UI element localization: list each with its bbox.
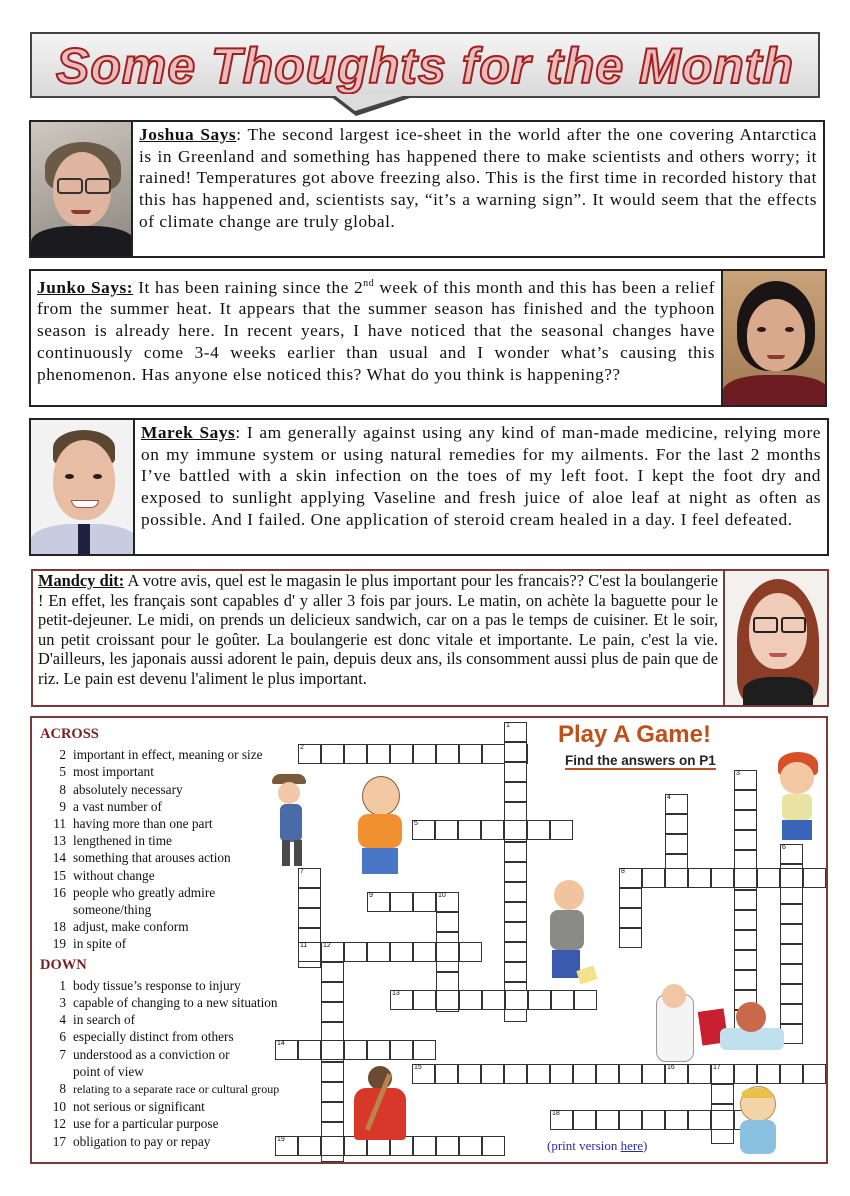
across-clue bbox=[40, 781, 279, 798]
crossword-cell[interactable] bbox=[734, 910, 757, 930]
clue-number: 15 bbox=[52, 867, 66, 883]
clue-text: body tissue’s response to injury bbox=[73, 977, 241, 993]
clue-text: especially distinct from others bbox=[73, 1029, 234, 1045]
crossword-cell[interactable] bbox=[665, 834, 688, 854]
crossword-cell[interactable] bbox=[298, 1040, 321, 1060]
clue-number: 19 bbox=[52, 936, 66, 952]
crossword-cell[interactable] bbox=[734, 830, 757, 850]
cartoon-scared-man bbox=[350, 776, 412, 880]
marek-text: Marek Says: I am generally against using any kind of man-made medicine, relying more on my immune system or using natural remedies for my ailments. For the last 2 months I’ve battled with a skin infection on the toes of my left foot. I kept the foot dry and exposed to sunlight applying Vaseline and fresh juice of aloe leaf at night as often as possible. And I failed. One application of steroid cream healed in a day. I feel defeated. bbox=[141, 423, 821, 529]
clue-text: a vast number of bbox=[73, 798, 162, 814]
crossword-cell[interactable] bbox=[367, 892, 390, 912]
marek-author: Marek Says bbox=[141, 423, 236, 442]
crossword-cell[interactable] bbox=[711, 868, 734, 888]
down-clue bbox=[40, 994, 279, 1011]
crossword-cell[interactable] bbox=[298, 888, 321, 908]
crossword-cell[interactable] bbox=[504, 742, 527, 762]
crossword-cell[interactable] bbox=[734, 1064, 757, 1084]
crossword-cell[interactable] bbox=[780, 868, 803, 888]
clue-number: 16 bbox=[52, 884, 66, 900]
crossword-cell[interactable] bbox=[298, 908, 321, 928]
crossword-cell[interactable] bbox=[505, 990, 528, 1010]
crossword-cell[interactable] bbox=[550, 1110, 573, 1130]
title-banner bbox=[30, 32, 820, 98]
cell-number: 16 bbox=[667, 1064, 675, 1071]
joshua-photo bbox=[29, 120, 133, 258]
crossword-cell[interactable] bbox=[504, 802, 527, 822]
clue-number: 14 bbox=[52, 850, 66, 866]
clue-text: lengthened in time bbox=[73, 833, 172, 849]
crossword-cell[interactable] bbox=[436, 912, 459, 932]
crossword-cell[interactable] bbox=[321, 962, 344, 982]
crossword-cell[interactable] bbox=[619, 888, 642, 908]
clue-number: 10 bbox=[52, 1099, 66, 1115]
clue-number: 7 bbox=[59, 1046, 66, 1062]
crossword-cell[interactable] bbox=[367, 1040, 390, 1060]
clue-number: 18 bbox=[52, 919, 66, 935]
crossword-cell[interactable] bbox=[780, 1064, 803, 1084]
across-clue bbox=[40, 815, 279, 832]
crossword-cell[interactable] bbox=[642, 1064, 665, 1084]
cell-number: 11 bbox=[300, 942, 308, 949]
across-clue bbox=[40, 867, 279, 884]
crossword-cell[interactable] bbox=[688, 868, 711, 888]
clue-text: someone/thing bbox=[73, 902, 152, 918]
marek-photo bbox=[29, 418, 135, 556]
crossword-cell[interactable] bbox=[504, 882, 527, 902]
crossword-cell[interactable] bbox=[390, 942, 413, 962]
cartoon-boy-top-right bbox=[772, 752, 824, 844]
crossword-cell[interactable] bbox=[390, 990, 413, 1010]
cell-number: 13 bbox=[392, 990, 400, 997]
crossword-cell[interactable] bbox=[550, 1064, 573, 1084]
crossword-cell[interactable] bbox=[458, 1064, 481, 1084]
cell-number: 6 bbox=[782, 844, 786, 851]
crossword-cell[interactable] bbox=[413, 990, 436, 1010]
crossword-cell[interactable] bbox=[459, 1136, 482, 1156]
crossword-cell[interactable] bbox=[436, 972, 459, 992]
crossword-cell[interactable] bbox=[504, 842, 527, 862]
across-clue bbox=[40, 884, 279, 901]
crossword-cell[interactable] bbox=[436, 744, 459, 764]
crossword-cell[interactable] bbox=[619, 868, 642, 888]
crossword-cell[interactable] bbox=[298, 1136, 321, 1156]
crossword-cell[interactable] bbox=[665, 1110, 688, 1130]
cartoon-worried-boy bbox=[736, 1086, 780, 1158]
clue-text: without change bbox=[73, 867, 155, 883]
crossword-cell[interactable] bbox=[734, 930, 757, 950]
across-clue bbox=[40, 746, 279, 763]
cell-number: 7 bbox=[300, 868, 304, 875]
crossword-cell[interactable] bbox=[596, 1110, 619, 1130]
junko-text: Junko Says: It has been raining since the 2nd week of this month and this has been a relief from the summer heat. It appears that the summer season has finished and the typhoon season is already here. In recent years, I have noticed that the seasonal changes have continuously come 3-4 weeks earlier than usual and I wonder what’s causing this phenomenon. Has anyone else noticed this? What do you think is happening?? bbox=[37, 277, 716, 384]
clue-text: adjust, make conform bbox=[73, 919, 189, 935]
clue-number: 2 bbox=[59, 747, 66, 763]
crossword-cell[interactable] bbox=[734, 770, 757, 790]
crossword-cell[interactable] bbox=[619, 928, 642, 948]
crossword-cell[interactable] bbox=[412, 1064, 435, 1084]
clue-text: not serious or significant bbox=[73, 1099, 205, 1115]
crossword-cell[interactable] bbox=[436, 1136, 459, 1156]
crossword-cell[interactable] bbox=[596, 1064, 619, 1084]
crossword-cell[interactable] bbox=[734, 850, 757, 870]
crossword-cell[interactable] bbox=[344, 1040, 367, 1060]
crossword-cell[interactable] bbox=[321, 1022, 344, 1042]
crossword-cell[interactable] bbox=[481, 1064, 504, 1084]
junko-author: Junko Says: bbox=[37, 277, 134, 297]
crossword-cell[interactable] bbox=[504, 862, 527, 882]
across-heading: ACROSS bbox=[40, 726, 99, 742]
clue-number: 3 bbox=[59, 995, 66, 1011]
clue-text: in search of bbox=[73, 1012, 136, 1028]
print-version-link[interactable]: here bbox=[620, 1138, 644, 1153]
crossword-cell[interactable] bbox=[482, 744, 505, 764]
down-clue bbox=[40, 1098, 279, 1115]
clue-text: people who greatly admire bbox=[73, 884, 216, 900]
crossword-cell[interactable] bbox=[367, 942, 390, 962]
across-clue bbox=[40, 763, 279, 780]
crossword-cell[interactable] bbox=[298, 868, 321, 888]
clue-text: relating to a separate race or cultural group bbox=[73, 1082, 280, 1097]
crossword-cell[interactable] bbox=[321, 1062, 344, 1082]
down-clue bbox=[40, 1046, 279, 1063]
crossword-cell[interactable] bbox=[734, 950, 757, 970]
print-version-note: (print version here) bbox=[547, 1138, 648, 1153]
clue-text: capable of changing to a new situation bbox=[73, 995, 278, 1011]
crossword-cell[interactable] bbox=[780, 924, 803, 944]
crossword-cell[interactable] bbox=[412, 820, 435, 840]
across-clue bbox=[40, 832, 279, 849]
down-clue bbox=[40, 1080, 279, 1098]
clue-text: use for a particular purpose bbox=[73, 1116, 219, 1132]
crossword-cell[interactable] bbox=[298, 942, 321, 962]
crossword-cell[interactable] bbox=[780, 944, 803, 964]
crossword-cell[interactable] bbox=[711, 1084, 734, 1104]
clue-text: important in effect, meaning or size bbox=[73, 747, 263, 763]
clues-column bbox=[40, 726, 279, 1150]
clue-number: 8 bbox=[59, 1081, 66, 1097]
clue-text: point of view bbox=[73, 1063, 144, 1079]
crossword-cell[interactable] bbox=[734, 790, 757, 810]
crossword-cell[interactable] bbox=[711, 1064, 734, 1084]
crossword-cell[interactable] bbox=[711, 1110, 734, 1130]
crossword-cell[interactable] bbox=[665, 794, 688, 814]
crossword-cell[interactable] bbox=[482, 990, 505, 1010]
crossword-cell[interactable] bbox=[413, 1136, 436, 1156]
crossword-cell[interactable] bbox=[482, 1136, 505, 1156]
crossword-cell[interactable] bbox=[459, 744, 482, 764]
clue-number: 5 bbox=[59, 764, 66, 780]
crossword-cell[interactable] bbox=[573, 1110, 596, 1130]
cell-number: 10 bbox=[438, 892, 446, 899]
crossword-cell[interactable] bbox=[780, 844, 803, 864]
crossword-cell[interactable] bbox=[504, 820, 527, 840]
crossword-cell[interactable] bbox=[459, 942, 482, 962]
crossword-cell[interactable] bbox=[481, 820, 504, 840]
crossword-cell[interactable] bbox=[413, 942, 436, 962]
cell-number: 18 bbox=[552, 1110, 560, 1117]
crossword-cell[interactable] bbox=[321, 982, 344, 1002]
crossword-cell[interactable] bbox=[344, 942, 367, 962]
crossword-cell[interactable] bbox=[436, 892, 459, 912]
cell-number: 12 bbox=[323, 942, 331, 949]
junko-photo bbox=[721, 269, 827, 407]
crossword-cell[interactable] bbox=[642, 1110, 665, 1130]
cell-number: 14 bbox=[277, 1040, 285, 1047]
cell-number: 4 bbox=[667, 794, 671, 801]
clue-text: having more than one part bbox=[73, 816, 213, 832]
crossword-cell[interactable] bbox=[665, 868, 688, 888]
clue-text: understood as a conviction or bbox=[73, 1046, 230, 1062]
down-clue bbox=[40, 1063, 279, 1080]
crossword-cell[interactable] bbox=[527, 1064, 550, 1084]
across-clue bbox=[40, 849, 279, 866]
clue-number: 17 bbox=[52, 1133, 66, 1149]
crossword-cell[interactable] bbox=[550, 820, 573, 840]
crossword-cell[interactable] bbox=[619, 908, 642, 928]
mandcy-text: Mandcy dit: A votre avis, quel est le magasin le plus important pour les francais?? C'est la boulangerie ! En effet, les français sont capables d' y aller 3 fois par jours. Le matin, on achète la baguette pour le petit-dejeuner. Le midi, on prends un delicieux sandwich, car on a pas le temps de cuisiner. Et le soir, un petit croissant pour le goûter. La boulangerie est donc vitale et importante. Le pain, c'est la vie. D'ailleurs, les japonais aussi adorent le pain, depuis deux ans, ils consomment aussi plus de pain que de riz. Le pain est devenu l'aliment le plus important. bbox=[38, 571, 718, 688]
crossword-cell[interactable] bbox=[619, 1110, 642, 1130]
crossword-cell[interactable] bbox=[321, 1136, 344, 1156]
crossword-cell[interactable] bbox=[551, 990, 574, 1010]
across-clue bbox=[40, 901, 279, 918]
crossword-cell[interactable] bbox=[803, 868, 826, 888]
crossword-cell[interactable] bbox=[527, 820, 550, 840]
cell-number: 9 bbox=[369, 892, 373, 899]
crossword-cell[interactable] bbox=[803, 1064, 826, 1084]
down-clue bbox=[40, 1115, 279, 1132]
crossword-cell[interactable] bbox=[757, 1064, 780, 1084]
clue-number: 4 bbox=[59, 1012, 66, 1028]
mandcy-author: Mandcy dit: bbox=[38, 571, 125, 590]
crossword-cell[interactable] bbox=[344, 744, 367, 764]
cartoon-angry-student bbox=[540, 880, 602, 984]
crossword-cell[interactable] bbox=[459, 990, 482, 1010]
clue-text: absolutely necessary bbox=[73, 781, 183, 797]
crossword-cell[interactable] bbox=[504, 962, 527, 982]
crossword-cell[interactable] bbox=[780, 964, 803, 984]
across-clues bbox=[40, 746, 279, 952]
crossword-cell[interactable] bbox=[458, 820, 481, 840]
game-subtitle: Find the answers on P1 bbox=[565, 753, 716, 768]
crossword-cell[interactable] bbox=[665, 814, 688, 834]
cell-number: 1 bbox=[506, 722, 510, 729]
crossword-cell[interactable] bbox=[504, 922, 527, 942]
cell-number: 3 bbox=[736, 770, 740, 777]
crossword-cell[interactable] bbox=[504, 782, 527, 802]
crossword-cell[interactable] bbox=[504, 902, 527, 922]
crossword-cell[interactable] bbox=[275, 1040, 298, 1060]
crossword-cell[interactable] bbox=[321, 1102, 344, 1122]
crossword-cell[interactable] bbox=[298, 744, 321, 764]
clue-text: most important bbox=[73, 764, 154, 780]
crossword-cell[interactable] bbox=[504, 1064, 527, 1084]
cartoon-boy-with-stick bbox=[348, 1066, 412, 1142]
clue-number: 8 bbox=[59, 781, 66, 797]
down-clue bbox=[40, 1011, 279, 1028]
clue-number: 13 bbox=[52, 833, 66, 849]
crossword-cell[interactable] bbox=[275, 1136, 298, 1156]
crossword-cell[interactable] bbox=[688, 1110, 711, 1130]
crossword-cell[interactable] bbox=[413, 892, 436, 912]
crossword-cell[interactable] bbox=[528, 990, 551, 1010]
crossword-cell[interactable] bbox=[642, 868, 665, 888]
clue-text: obligation to pay or repay bbox=[73, 1133, 211, 1149]
crossword-cell[interactable] bbox=[390, 744, 413, 764]
crossword-cell[interactable] bbox=[321, 942, 344, 962]
crossword-cell[interactable] bbox=[390, 1040, 413, 1060]
clue-number: 12 bbox=[52, 1116, 66, 1132]
crossword-cell[interactable] bbox=[780, 904, 803, 924]
crossword-cell[interactable] bbox=[688, 1064, 711, 1084]
crossword-cell[interactable] bbox=[435, 1064, 458, 1084]
crossword-cell[interactable] bbox=[413, 1040, 436, 1060]
joshua-author: Joshua Says bbox=[139, 125, 237, 144]
crossword-cell[interactable] bbox=[734, 890, 757, 910]
crossword-cell[interactable] bbox=[665, 1064, 688, 1084]
clue-text: something that arouses action bbox=[73, 850, 231, 866]
clue-number: 1 bbox=[59, 977, 66, 993]
crossword-cell[interactable] bbox=[413, 744, 436, 764]
crossword-cell[interactable] bbox=[573, 1064, 596, 1084]
crossword-cell[interactable] bbox=[734, 868, 757, 888]
cartoon-doctor-scene bbox=[656, 984, 786, 1066]
across-clue bbox=[40, 918, 279, 935]
crossword-cell[interactable] bbox=[321, 1040, 344, 1060]
down-clue bbox=[40, 977, 279, 994]
game-title: Play A Game! bbox=[558, 721, 711, 748]
clue-text: in spite of bbox=[73, 936, 127, 952]
clue-number: 6 bbox=[59, 1029, 66, 1045]
across-clue bbox=[40, 935, 279, 952]
cell-number: 19 bbox=[277, 1136, 285, 1143]
down-clue bbox=[40, 1028, 279, 1045]
down-heading: DOWN bbox=[40, 956, 87, 973]
cell-number: 5 bbox=[414, 820, 418, 827]
down-clue bbox=[40, 1133, 279, 1150]
crossword-cell[interactable] bbox=[619, 1064, 642, 1084]
crossword-cell[interactable] bbox=[504, 722, 527, 742]
crossword-cell[interactable] bbox=[435, 820, 458, 840]
joshua-text: Joshua Says: The second largest ice-sheet in the world after the one covering Antarctica is in Greenland and something has happened there to make scientists and others worry; it rained! Temperatures got above freezing also. This is the first time in recorded history that this has happened and, scientists say, “it’s a warning sign”. It would seem that the effects of climate change are truly global. bbox=[139, 125, 817, 231]
mandcy-photo bbox=[723, 569, 829, 707]
across-clue bbox=[40, 798, 279, 815]
clue-number: 9 bbox=[59, 798, 66, 814]
cell-number: 17 bbox=[713, 1064, 721, 1071]
crossword-cell[interactable] bbox=[321, 744, 344, 764]
crossword-cell[interactable] bbox=[504, 762, 527, 782]
page-title: Some Thoughts for the Month bbox=[55, 38, 794, 94]
crossword-cell[interactable] bbox=[436, 942, 459, 962]
cell-number: 2 bbox=[300, 744, 304, 751]
crossword-cell[interactable] bbox=[574, 990, 597, 1010]
crossword-cell[interactable] bbox=[504, 942, 527, 962]
crossword-cell[interactable] bbox=[321, 1082, 344, 1102]
crossword-cell[interactable] bbox=[367, 744, 390, 764]
clue-number: 11 bbox=[53, 816, 66, 832]
crossword-cell[interactable] bbox=[734, 810, 757, 830]
crossword-cell[interactable] bbox=[390, 892, 413, 912]
crossword-cell[interactable] bbox=[757, 868, 780, 888]
cartoon-man-with-hat bbox=[266, 774, 330, 870]
cell-number: 15 bbox=[414, 1064, 422, 1071]
cell-number: 8 bbox=[621, 868, 625, 875]
crossword-cell[interactable] bbox=[321, 1002, 344, 1022]
down-clues bbox=[40, 977, 279, 1150]
crossword-cell[interactable] bbox=[436, 990, 459, 1010]
